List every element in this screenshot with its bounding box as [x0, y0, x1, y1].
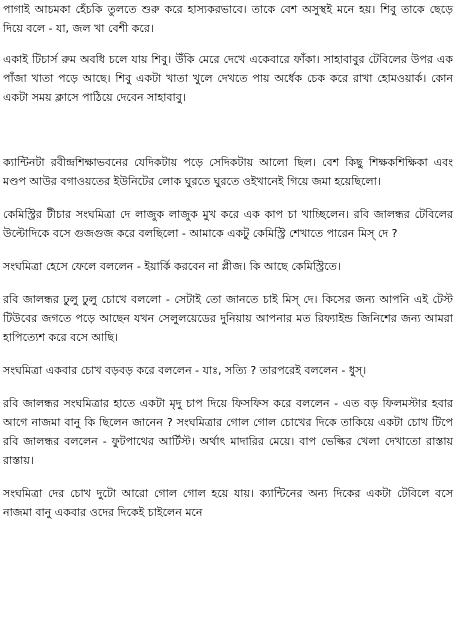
- section-break: [3, 107, 453, 153]
- paragraph-spacer: [3, 191, 453, 205]
- paragraph-spacer: [3, 347, 453, 361]
- paragraph-really: সংঘমিত্রা একবার চোখ বড়বড় করে বললেন - যাঃ, সত্যি ? তারপরেই বললেন - ধুস্‌।: [3, 364, 367, 377]
- paragraph-spacer: [3, 380, 453, 394]
- paragraph-spacer: [3, 38, 453, 50]
- paragraph-canteen: ক্যান্টিনটা রবীন্দ্রশিক্ষাভবনের যেদিকটায় পড়ে সেদিকটায় আলো ছিল। বেশ কিছু শিক্ষকশিক্ষিকা এবং মণ্ডপ আউর বগাওয়তের ইউনিটের লোক ঘুরতে ঘুরতে ওইখানেই গিয়ে জমা হয়েছিলো।: [3, 156, 453, 188]
- paragraph-rabi-reply: রবি জালন্ধর ঢুলু ঢুলু চোখে বললো - সেটাই তো জানতে চাই মিস্‌ দে। কিসের জন্য আপনি এই টেস্ট টিউবের জগতে পড়ে আছেন যখন সেলুলয়েডের দুনিয়ায় আপনার মত রিফ্যাইন্ড জিনিশের জন্য আমরা হাপিত্যেশ করে বসে আছি।: [3, 293, 453, 344]
- paragraph-spacer: [3, 470, 453, 484]
- paragraph-teachers-room: একাই টিচার্স রুম অবধি চলে যায় শিবু। উঁকি মেরে দেখে একেবারে ফাঁকা। সাহাবাবুর টেবিলের উপর এক পাঁজা খাতা পড়ে আছে। শিবু একটা খাতা খুলে দেখতে পায় অর্ধেক চেক করে রাখা হোমওয়ার্ক। কোন একটা সময় ক্লাসে পাঠিয়ে দেবেন সাহাবাবু।: [3, 53, 453, 104]
- paragraph-hiccup: পাগাই আচমকা হেঁচকি তুলতে শুরু করে হাস্যকরভাবে। তাকে বেশ অসুস্থই মনে হয়। শিবু তাকে ছেড়ে দিয়ে বলে - যা, জল খা বেশী করে।: [3, 3, 453, 35]
- paragraph-chemistry-teacher: কেমিস্ট্রির টীচার সংঘমিত্রা দে লাজুক লাজুক মুখ করে এক কাপ চা খাচ্ছিলেন। রবি জালন্ধর টেবিলের উল্টোদিকে বসে গুজগুজ করে বলছিলো - আমাকে একটু কেমিস্ট্রি শেখাতে পারেন মিস্‌ দে ?: [3, 208, 453, 240]
- paragraph-sanghamitra-laughs: সংঘমিত্রা হেসে ফেলে বললেন - ইয়ার্কি করবেন না প্লীজ। কি আছে কেমিস্ট্রিতে।: [3, 260, 341, 273]
- paragraph-round-eyes: সংঘমিত্রা দের চোখ দুটো আরো গোল গোল হয়ে যায়। ক্যান্টিনের অন্য দিকের একটা টেবিলে বসে নাজমা বানু একবার ওদের দিকেই চাইলেন মনে: [3, 487, 453, 519]
- paragraph-nazma-banu-past: রবি জালন্ধর সংঘমিত্রার হাতে একটা মৃদু চাপ দিয়ে ফিসফিস করে বললেন - এত বড় ফিলমস্টার হবার আগে নাজমা বানু কি ছিলেন জানেন ? সংঘমিত্রার গোল গোল চোখের দিকে তাকিয়ে একটা চোখ টিপে রবি জালন্ধর বললেন - ফুটপাথের আর্টিস্ট। অর্থাৎ মাদারির মেয়ে। বাপ ভেল্কির খেলা দেখাতো রাস্তায় রাস্তায়।: [3, 397, 453, 467]
- paragraph-spacer: [3, 243, 453, 257]
- paragraph-spacer: [3, 276, 453, 290]
